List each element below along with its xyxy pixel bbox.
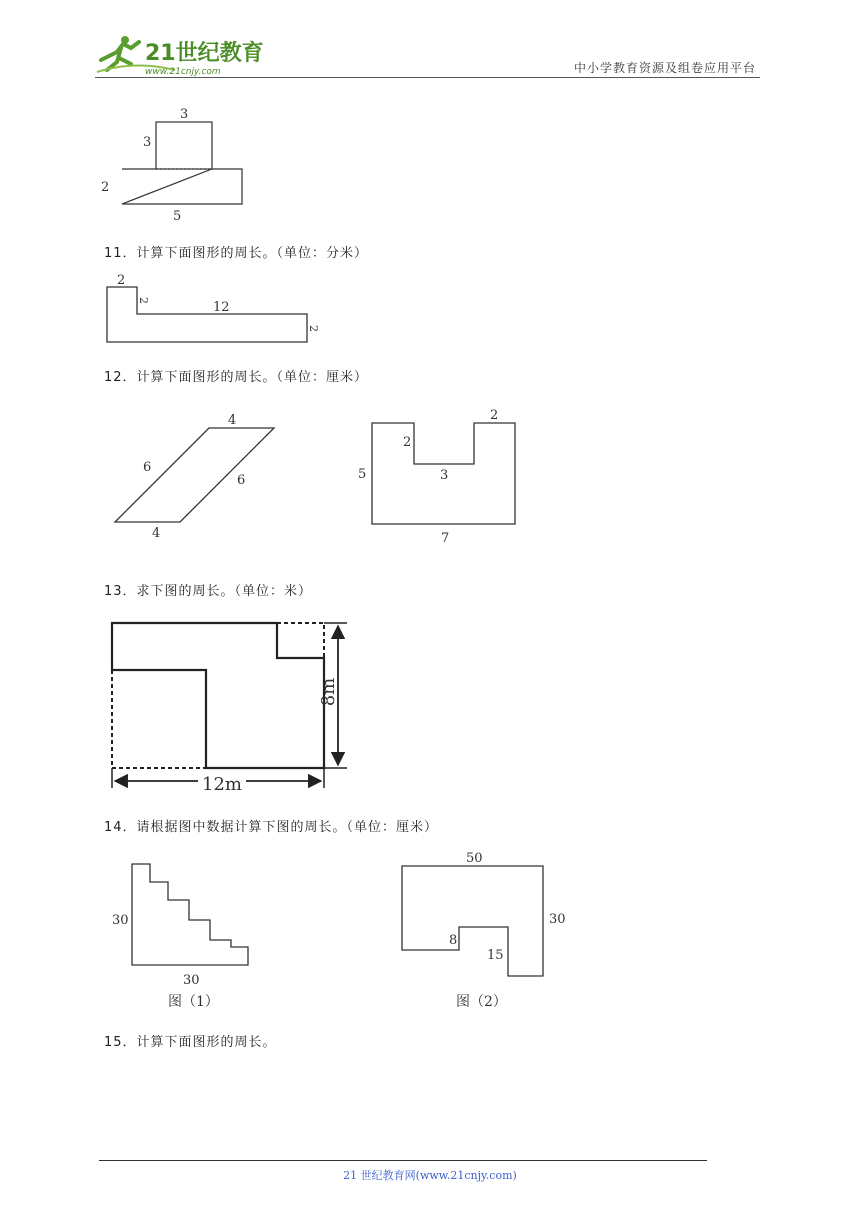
q14-fig1-left: 30 [112, 913, 129, 928]
runner-logo-icon [95, 30, 265, 80]
notched-shape [402, 866, 543, 976]
q11-inner-label: 2 [137, 297, 150, 304]
q12-para-top: 4 [228, 413, 237, 428]
q14-fig2-notch-right: 15 [487, 948, 504, 963]
q14-fig1-bottom: 30 [183, 973, 200, 988]
question-11: 11．计算下面图形的周长。（单位：分米） [104, 246, 369, 261]
q13-width-label: 12m [202, 774, 242, 795]
q12-u-notch-bottom: 3 [440, 468, 449, 483]
fig10-bottom-label: 5 [173, 209, 182, 224]
platform-name: 中小学教育资源及组卷应用平台 [573, 61, 756, 75]
figure-q10 [95, 100, 255, 225]
site-logo [95, 30, 265, 80]
q14-fig2-top: 50 [466, 851, 483, 866]
question-15: 15．计算下面图形的周长。 [104, 1035, 277, 1050]
header-rule [95, 77, 760, 78]
figure-q14 [100, 848, 580, 1018]
fig10-left-label: 3 [143, 135, 152, 150]
figure-q12 [100, 400, 540, 550]
parallelogram [115, 428, 274, 522]
q12-u-notch-side: 2 [403, 435, 412, 450]
staircase-shape [132, 864, 248, 965]
q12-u-bottom: 7 [441, 531, 450, 546]
figure-q11 [100, 270, 330, 350]
q11-top-label: 2 [117, 273, 126, 288]
q12-para-right: 6 [237, 473, 246, 488]
q12-u-top-right: 2 [490, 408, 499, 423]
logo-text: 21世纪教育 [145, 41, 264, 66]
q12-u-left: 5 [358, 467, 367, 482]
q11-right-label: 2 [307, 325, 320, 332]
question-14: 14．请根据图中数据计算下图的周长。（单位：厘米） [104, 820, 439, 835]
logo-url: www.21cnjy.com [145, 67, 221, 77]
fig10-side-label: 2 [101, 180, 110, 195]
figure-q13 [100, 610, 370, 800]
q13-height-label: 8m [318, 677, 339, 707]
q14-fig1-caption: 图（1） [168, 994, 219, 1010]
q14-fig2-caption: 图（2） [456, 994, 507, 1010]
question-13: 13．求下图的周长。（单位：米） [104, 584, 313, 599]
footer-rule [99, 1160, 707, 1161]
fig10-top-label: 3 [180, 107, 189, 122]
q12-para-left: 6 [143, 460, 152, 475]
q12-para-bottom: 4 [152, 526, 161, 541]
q14-fig2-notch-left: 8 [449, 933, 458, 948]
q11-long-label: 12 [213, 300, 230, 315]
footer-link[interactable]: 21 世纪教育网(www.21cnjy.com) [343, 1169, 517, 1182]
question-12: 12．计算下面图形的周长。（单位：厘米） [104, 370, 369, 385]
q14-fig2-right: 30 [549, 912, 566, 927]
